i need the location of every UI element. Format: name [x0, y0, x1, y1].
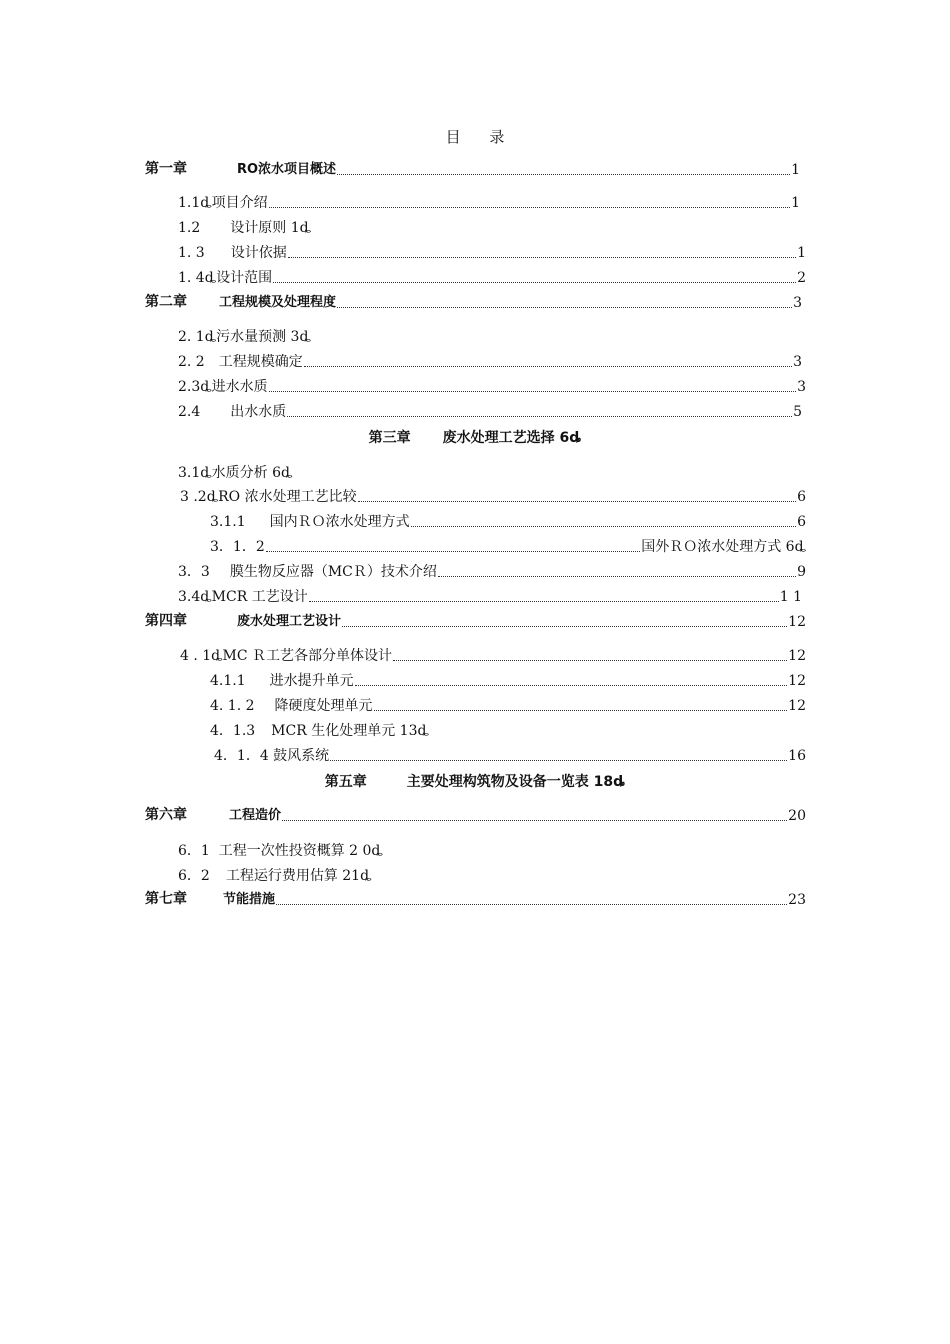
chapter-number: 第二章 — [145, 294, 187, 310]
leader-dots — [287, 415, 792, 417]
toc-title-char-1: 目 — [445, 128, 461, 146]
leader-dots — [282, 819, 787, 821]
page-number: 1 — [797, 245, 806, 261]
entry-title: 降硬度处理单元 — [274, 698, 373, 714]
entry-label: 3 .2ȡRO 浓水处理工艺比较 — [180, 489, 357, 505]
page-number: 6 — [797, 489, 806, 505]
toc-entry-chapter-4[interactable] — [145, 612, 806, 632]
chapter-title: 废水处理工艺选择 6ȡ — [442, 430, 582, 446]
chapter-title: RO浓水项目概述 — [237, 162, 337, 177]
toc-entry-4-1-4[interactable] — [214, 746, 806, 766]
toc-entry-2-1[interactable] — [178, 327, 311, 347]
entry-title: MCR 生化处理单元 13ȡ — [271, 723, 429, 739]
page-number: 1 — [791, 195, 800, 211]
entry-title: 膜生物反应器（MCＲ）技术介绍 — [229, 564, 437, 580]
toc-entry-3-1[interactable] — [178, 463, 292, 483]
toc-entry-1-1[interactable] — [178, 193, 800, 213]
page-number: 20 — [788, 808, 806, 824]
entry-title: 工程运行费用估算 21ȡ — [225, 868, 372, 884]
entry-title: 工程规模确定 — [218, 354, 303, 370]
leader-dots — [337, 306, 792, 308]
chapter-number: 第四章 — [145, 613, 187, 629]
leader-dots — [355, 684, 788, 686]
page-number: 5 — [793, 404, 802, 420]
entry-label: 2. 1ȡ污水量预测 3ȡ — [178, 329, 311, 345]
entry-title: 设计依据 — [230, 245, 287, 261]
toc-entry-4-1[interactable] — [180, 646, 806, 666]
leader-dots — [374, 709, 788, 711]
leader-dots — [269, 206, 790, 208]
chapter-title: 节能措施 — [223, 892, 276, 907]
leader-dots — [309, 600, 779, 602]
chapter-number: 第一章 — [145, 161, 187, 177]
chapter-number: 第五章 — [324, 774, 367, 790]
leader-dots — [269, 390, 796, 392]
leader-dots — [337, 173, 790, 175]
toc-entry-chapter-1[interactable] — [145, 160, 800, 180]
entry-number: 3．3 — [178, 564, 210, 580]
entry-number: 4. 1. 2 — [210, 698, 255, 714]
page-number: 6 — [797, 514, 806, 530]
chapter-number: 第六章 — [145, 807, 187, 823]
entry-label: 1.1ȡ项目介绍 — [178, 195, 268, 211]
chapter-title: 工程规模及处理程度 — [219, 295, 337, 310]
page-number: 12 — [788, 698, 806, 714]
entry-number: 2.4 — [178, 404, 201, 420]
toc-entry-4-1-1[interactable] — [210, 671, 806, 691]
toc-entry-chapter-2[interactable] — [145, 293, 802, 313]
page-number: 1 1 — [779, 589, 802, 605]
page-number: 3 — [793, 354, 802, 370]
chapter-number: 第三章 — [368, 430, 411, 446]
toc-entry-chapter-5[interactable] — [0, 772, 950, 792]
chapter-title: 主要处理构筑物及设备一览表 18ȡ — [406, 774, 626, 790]
entry-title-trailing: 国外ＲＯ浓水处理方式 6ȡ — [641, 539, 806, 555]
toc-entry-4-1-2[interactable] — [210, 696, 806, 716]
entry-number: 4．1.3 — [210, 723, 256, 739]
chapter-title: 工程造价 — [229, 808, 282, 823]
toc-entry-6-2[interactable] — [178, 866, 372, 886]
toc-entry-3-2[interactable] — [180, 487, 806, 507]
entry-label: 1. 4ȡ设计范围 — [178, 270, 273, 286]
page-number: 12 — [788, 673, 806, 689]
leader-dots — [276, 903, 787, 905]
toc-entry-chapter-6[interactable] — [145, 806, 806, 826]
entry-number: 3.1.1 — [210, 514, 246, 530]
toc-entry-1-3[interactable] — [178, 243, 806, 263]
leader-dots — [273, 281, 796, 283]
page-number: 9 — [797, 564, 806, 580]
toc-title — [0, 126, 950, 147]
page-number: 3 — [793, 295, 802, 311]
page-number: 1 — [791, 162, 800, 178]
leader-dots — [411, 525, 796, 527]
entry-title: 出水水质 — [230, 404, 287, 420]
entry-label: 3.4ȡMCR 工艺设计 — [178, 589, 308, 605]
leader-dots — [330, 759, 787, 761]
entry-label: 3．1．2 — [210, 539, 265, 555]
toc-entry-chapter-3[interactable] — [0, 428, 950, 448]
toc-entry-2-2[interactable] — [178, 352, 802, 372]
leader-dots — [304, 365, 792, 367]
entry-number: 4.1.1 — [210, 673, 246, 689]
leader-dots — [288, 256, 796, 258]
toc-title-char-2: 录 — [489, 128, 505, 146]
page-number: 2 — [797, 270, 806, 286]
page-number: 23 — [788, 892, 806, 908]
leader-dots — [358, 500, 796, 502]
page-number: 16 — [788, 748, 806, 764]
entry-label: 4．1．4 鼓风系统 — [214, 748, 330, 764]
entry-label: 3.1ȡ水质分析 6ȡ — [178, 465, 293, 481]
toc-entry-3-1-1[interactable] — [210, 512, 806, 532]
entry-number: 2. 2 — [178, 354, 205, 370]
toc-entry-3-1-2[interactable] — [210, 537, 806, 557]
leader-dots — [438, 575, 796, 577]
page-number: 12 — [788, 614, 806, 630]
toc-entry-2-4[interactable] — [178, 402, 802, 422]
entry-title: 设计原则 1ȡ — [230, 220, 312, 236]
entry-number: 1.2 — [178, 220, 201, 236]
entry-label: 2.3ȡ进水水质 — [178, 379, 268, 395]
entry-number: 1. 3 — [178, 245, 205, 261]
toc-entry-3-4[interactable] — [178, 587, 802, 607]
chapter-number: 第七章 — [145, 891, 187, 907]
toc-entry-4-1-3[interactable] — [210, 721, 429, 741]
toc-entry-2-3[interactable] — [178, 377, 806, 397]
entry-title: 国内ＲＯ浓水处理方式 — [269, 514, 410, 530]
page-number: 3 — [797, 379, 806, 395]
page-number: 12 — [788, 648, 806, 664]
toc-entry-chapter-7[interactable] — [145, 890, 806, 910]
toc-entry-1-4[interactable] — [178, 268, 806, 288]
toc-entry-1-2[interactable] — [178, 218, 311, 238]
leader-dots — [266, 550, 641, 552]
entry-title: 进水提升单元 — [269, 673, 354, 689]
toc-entry-3-3[interactable] — [178, 562, 806, 582]
entry-label: 6．1 工程一次性投资概算 2 0ȡ — [178, 843, 383, 859]
entry-label: 4 . 1ȡMC Ｒ工艺各部分单体设计 — [180, 648, 393, 664]
leader-dots — [393, 659, 787, 661]
entry-number: 6．2 — [178, 868, 210, 884]
chapter-title: 废水处理工艺设计 — [237, 614, 342, 629]
leader-dots — [342, 625, 787, 627]
toc-entry-6-1[interactable] — [178, 841, 383, 861]
